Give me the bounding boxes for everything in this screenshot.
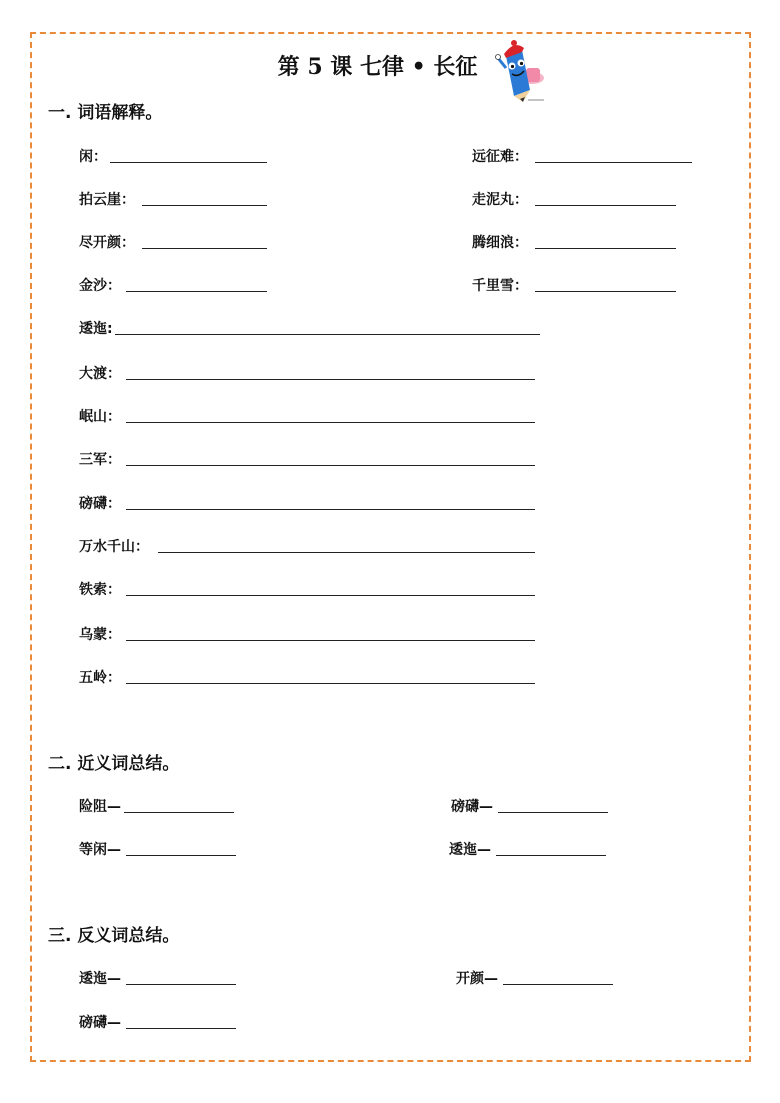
answer-line[interactable]	[498, 812, 608, 813]
answer-line[interactable]	[535, 248, 676, 249]
definition-item[interactable]	[79, 624, 537, 644]
definition-item[interactable]	[79, 579, 537, 599]
answer-line[interactable]	[126, 640, 535, 641]
item-label: 岷山：	[79, 409, 121, 425]
item-label: 千里雪：	[472, 278, 528, 294]
section-heading-antonyms: 三. 反义词总结。	[48, 926, 180, 946]
definition-item[interactable]	[79, 363, 537, 383]
answer-line[interactable]	[126, 379, 535, 380]
answer-line[interactable]	[535, 291, 676, 292]
item-label: 等闲—	[79, 842, 121, 858]
definition-item[interactable]	[79, 232, 269, 252]
definition-item[interactable]	[79, 189, 269, 209]
item-label: 逶迤—	[79, 971, 121, 987]
item-label: 闲：	[79, 149, 107, 165]
definition-item[interactable]	[79, 318, 541, 338]
item-label: 金沙：	[79, 278, 121, 294]
answer-line[interactable]	[503, 984, 613, 985]
answer-line[interactable]	[126, 509, 535, 510]
section-heading-synonyms: 二. 近义词总结。	[48, 754, 180, 774]
answer-line[interactable]	[126, 465, 535, 466]
pencil-mascot-icon	[492, 38, 556, 102]
antonym-item[interactable]	[79, 1012, 239, 1032]
answer-line[interactable]	[126, 595, 535, 596]
answer-line[interactable]	[126, 291, 267, 292]
definition-item[interactable]	[79, 275, 269, 295]
answer-line[interactable]	[126, 422, 535, 423]
definition-item[interactable]	[79, 667, 537, 687]
synonym-item[interactable]	[79, 796, 239, 816]
item-label: 逶迤—	[449, 842, 491, 858]
answer-line[interactable]	[126, 984, 236, 985]
item-label: 走泥丸：	[472, 192, 528, 208]
item-label: 磅礴—	[451, 799, 493, 815]
definition-item[interactable]	[79, 536, 537, 556]
definition-item[interactable]	[472, 146, 694, 166]
item-label: 大渡：	[79, 366, 121, 382]
answer-line[interactable]	[110, 162, 267, 163]
definition-item[interactable]	[79, 493, 537, 513]
answer-line[interactable]	[142, 248, 267, 249]
definition-item[interactable]	[472, 189, 694, 209]
item-label: 五岭：	[79, 670, 121, 686]
item-label: 拍云崖：	[79, 192, 135, 208]
answer-line[interactable]	[115, 334, 540, 335]
item-label: 险阻—	[79, 799, 121, 815]
item-label: 铁索：	[79, 582, 121, 598]
definition-item[interactable]	[79, 146, 269, 166]
item-label: 尽开颜：	[79, 235, 135, 251]
answer-line[interactable]	[496, 855, 606, 856]
answer-line[interactable]	[126, 1028, 236, 1029]
item-label: 腾细浪：	[472, 235, 528, 251]
answer-line[interactable]	[126, 683, 535, 684]
synonym-item[interactable]	[451, 796, 611, 816]
item-label: 远征难：	[472, 149, 528, 165]
answer-line[interactable]	[158, 552, 535, 553]
antonym-item[interactable]	[79, 968, 239, 988]
synonym-item[interactable]	[79, 839, 239, 859]
item-label: 万水千山：	[79, 539, 149, 555]
item-label: 磅礴—	[79, 1015, 121, 1031]
synonym-item[interactable]	[449, 839, 609, 859]
item-label: 逶迤:	[79, 321, 113, 337]
answer-line[interactable]	[535, 162, 692, 163]
item-label: 磅礴：	[79, 496, 121, 512]
answer-line[interactable]	[535, 205, 676, 206]
item-label: 开颜—	[456, 971, 498, 987]
antonym-item[interactable]	[456, 968, 616, 988]
answer-line[interactable]	[126, 855, 236, 856]
definition-item[interactable]	[79, 449, 537, 469]
definition-item[interactable]	[79, 406, 537, 426]
definition-item[interactable]	[472, 275, 694, 295]
section-heading-definitions: 一. 词语解释。	[48, 103, 163, 123]
item-label: 乌蒙：	[79, 627, 121, 643]
answer-line[interactable]	[124, 812, 234, 813]
item-label: 三军：	[79, 452, 121, 468]
definition-item[interactable]	[472, 232, 694, 252]
page-title: 第 5 课 七律 • 长征	[277, 54, 478, 80]
answer-line[interactable]	[142, 205, 267, 206]
